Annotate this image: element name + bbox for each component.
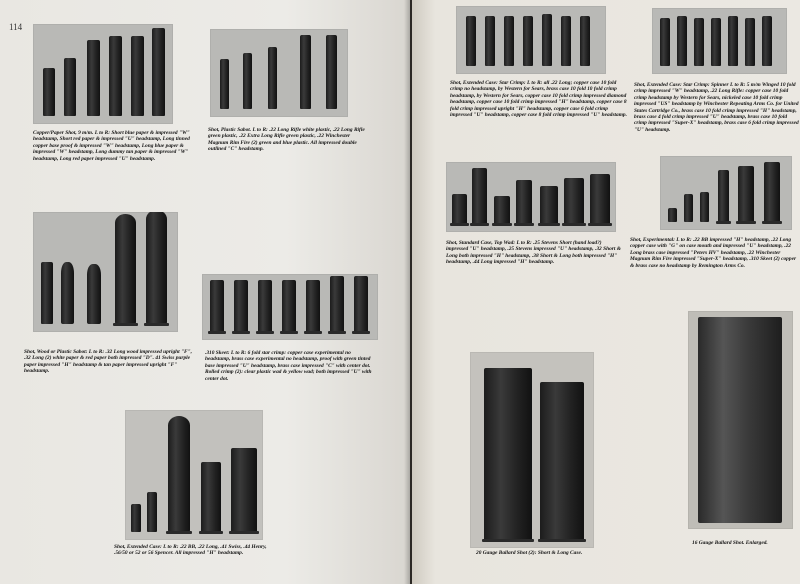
cartridge bbox=[61, 262, 74, 324]
cartridge bbox=[590, 174, 610, 224]
caption-20-gauge-ballard: 20 Gauge Ballard Shot (2): Short & Long Case. bbox=[476, 550, 583, 556]
cartridge bbox=[354, 276, 368, 332]
cartridge bbox=[201, 462, 221, 532]
cartridge bbox=[718, 170, 729, 222]
caption-310-skeet: .310 Skeet: L to R: 6 fold star crimp: copper case experimental no headstamp, brass case experimental no headstamp, proof with green tinted base impressed "U" headstamp, brass case impressed "C" with center dot. Rolled crimp (2): clear plastic wad & yellow wad; both impressed "U" with center dot. bbox=[205, 350, 372, 382]
cartridge bbox=[43, 68, 55, 116]
cartridge bbox=[147, 492, 157, 532]
cartridge bbox=[677, 16, 687, 66]
caption-star-crimp: Shot, Extended Case: Star Crimp: L to R: all .22 Long; copper case 10 fold crimp no headstamp, by Western for Sears, brass case 10 fold 10 fold crimp headstamp, by Western for Sears, copper case 10 fold crimp impressed diamond headstamp, copper case 10 fold crimp impressed "H" headstamp, copper case 8 fold crimp impressed upright "H" headstamp, copper case 6 fold crimp impressed "U" headstamp, copper case 8 fold crimp impressed "U" headstamp. bbox=[450, 80, 627, 119]
cartridge bbox=[87, 40, 100, 116]
cartridge bbox=[700, 192, 709, 222]
caption-extended-case: Shot, Extended Case: L to R: .22 BB, .22 Long, .41 Swiss, .44 Henry, .56/50 or 52 or 56 Spencer. All impressed "H" headstamp. bbox=[114, 544, 267, 557]
photo-star-crimp bbox=[456, 6, 606, 74]
caption-standard-top-wad: Shot, Standard Case, Top Wad: L to R: .25 Stevens Short (hand load?) impressed "U" headstamp, .25 Stevens impressed "U" headstamp, .32 Short & Long both impressed "H" headstamp, .38 Short & Long both impressed "H" headstamp, .44 Long impressed "H" headstamp. bbox=[446, 240, 621, 266]
cartridge bbox=[234, 280, 248, 332]
caption-plastic-sabot: Shot, Plastic Sabot. L to R: .22 Long Rifle white plastic, .22 Long Rifle green plastic, .22 Extra Long Rifle green plastic, .22 Winchester Magnum Rim Fire (2) green and blue plastic. All impressed double outlined "C" headstamp. bbox=[208, 127, 365, 153]
caption-experimental: Shot, Experimental: L to R: .22 BB impressed "H" headstamp, .22 Long copper case with "G" on case mouth and impressed "U" headstamp, .22 Long brass case impressed "Peters HV" headstamp, .22 Winchester Magnum Rim Fire impressed "Super-X" headstamp, .310 Skeet (2) copper & brass case no headstamp by Remington Arms Co. bbox=[630, 237, 797, 269]
cartridge bbox=[762, 16, 772, 66]
cartridge bbox=[220, 59, 229, 109]
cartridge bbox=[87, 264, 101, 324]
caption-copper-paper-shot: Copper/Paper Shot, 9 m/m. L to R: Short blue paper & impressed "W" headstamp, Short red paper & impressed "U" headstamp, Long tinned copper base proof & impressed "W" headstamp, Long blue paper & impressed "W" headstamp, Long dummy tan paper & impressed "W" headstamp, Long red paper impressed "U" headstamp. bbox=[33, 130, 190, 162]
cartridge bbox=[152, 28, 165, 116]
cartridge bbox=[109, 36, 122, 116]
cartridge bbox=[711, 18, 721, 66]
cartridge bbox=[282, 280, 296, 332]
cartridge bbox=[564, 178, 584, 224]
cartridge bbox=[466, 16, 476, 66]
caption-wood-plastic-sabot: Shot, Wood or Plastic Sabot: L to R: .32 Long wood impressed upright "F", .32 Long (2) white paper & red paper both impressed "D". 41 Swiss purple paper impressed "H" headstamp & tan paper impressed upright "F" headstamp. bbox=[24, 349, 192, 375]
cartridge bbox=[485, 16, 495, 66]
photo-extended-case bbox=[125, 410, 263, 540]
cartridge bbox=[516, 180, 532, 224]
cartridge bbox=[168, 416, 190, 532]
cartridge bbox=[504, 16, 514, 66]
cartridge bbox=[764, 162, 780, 222]
cartridge bbox=[115, 214, 136, 324]
photo-20-gauge-ballard bbox=[470, 352, 594, 548]
photo-wood-plastic-sabot bbox=[33, 212, 178, 332]
cartridge bbox=[268, 47, 277, 109]
cartridge bbox=[660, 18, 670, 66]
cartridge bbox=[523, 16, 533, 66]
photo-spinner-star-crimp bbox=[652, 8, 787, 74]
cartridge bbox=[330, 276, 344, 332]
cartridge bbox=[452, 194, 467, 224]
caption-spinner-star-crimp: Shot, Extended Case: Star Crimp: Spinner L to R: 5 m/m Winged 10 fold crimp impressed "W" headstamp, .22 Long Rifle: copper case 10 fold crimp headstamp by Western for Sears, nickeled case 10 fold crimp impressed "US" headstamp by Winchester Repeating Arms Co. for United States Cartridge Co., brass case 10 fold crimp impressed "H" headstamp, brass case 4 fold crimp impressed "U" headstamp, brass case 10 fold crimp impressed "Super-X" headstamp, brass case 6 fold crimp impressed "U" headstamp. bbox=[634, 82, 799, 133]
cartridge bbox=[494, 196, 510, 224]
cartridge bbox=[131, 504, 141, 532]
cartridge bbox=[561, 16, 571, 66]
cartridge bbox=[306, 280, 320, 332]
cartridge bbox=[540, 382, 584, 540]
cartridge bbox=[542, 14, 552, 66]
cartridge bbox=[131, 36, 144, 116]
cartridge bbox=[745, 18, 755, 66]
cartridge bbox=[41, 262, 53, 324]
cartridge bbox=[231, 448, 257, 532]
cartridge bbox=[694, 18, 704, 66]
cartridge bbox=[698, 317, 782, 523]
page-number: 114 bbox=[9, 22, 23, 32]
photo-copper-paper-shot bbox=[33, 24, 173, 124]
cartridge bbox=[210, 280, 224, 332]
cartridge bbox=[668, 208, 677, 222]
cartridge bbox=[243, 53, 252, 109]
cartridge bbox=[484, 368, 532, 540]
photo-310-skeet bbox=[202, 274, 378, 340]
cartridge bbox=[738, 166, 754, 222]
cartridge bbox=[258, 280, 272, 332]
photo-standard-top-wad bbox=[446, 162, 616, 232]
cartridge bbox=[728, 16, 738, 66]
cartridge bbox=[580, 16, 590, 66]
cartridge bbox=[326, 35, 337, 109]
cartridge bbox=[540, 186, 558, 224]
right-page bbox=[412, 0, 800, 584]
photo-experimental bbox=[660, 156, 792, 230]
photo-16-gauge-ballard bbox=[688, 311, 793, 529]
cartridge bbox=[146, 212, 167, 324]
cartridge bbox=[472, 168, 487, 224]
cartridge bbox=[64, 58, 76, 116]
photo-plastic-sabot bbox=[210, 29, 348, 117]
caption-16-gauge-ballard: 16 Gauge Ballard Shot. Enlarged. bbox=[692, 540, 768, 546]
cartridge bbox=[300, 35, 311, 109]
cartridge bbox=[684, 194, 693, 222]
